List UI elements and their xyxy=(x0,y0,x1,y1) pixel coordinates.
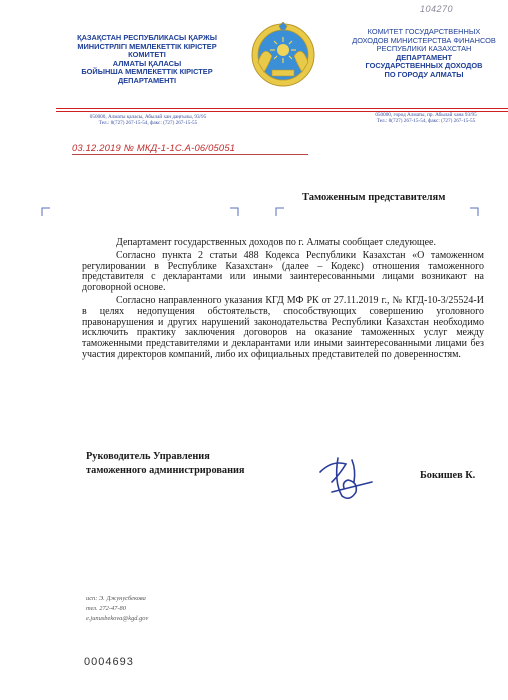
header-russian-line: ПО ГОРОДУ АЛМАТЫ xyxy=(384,69,464,79)
address-line: Тел.: 8(727) 267-15-54, факс: (727) 267-15-55 xyxy=(98,120,198,127)
address-line: 050000, Алматы қаласы, Абылай хан даңғылы, 93/95 xyxy=(89,114,207,120)
executor-email: e.junusbekova@kgd.gov xyxy=(86,615,149,622)
body-paragraph: Департамент государственных доходов по г. Алматы сообщает следующее. xyxy=(116,237,436,248)
executor-info xyxy=(86,594,148,624)
header-russian-line: ДОХОДОВ МИНИСТЕРСТВА ФИНАНСОВ xyxy=(352,35,496,45)
address-kazakh xyxy=(58,114,238,127)
header-kazakh-line: КОМИТЕТІ xyxy=(128,50,166,60)
addressee: Таможенным представителям xyxy=(302,192,446,203)
state-emblem-icon xyxy=(250,22,316,88)
executor-phone: тел. 272-47-80 xyxy=(86,605,126,612)
header-kazakh-line: ДЕПАРТАМЕНТІ xyxy=(117,75,177,85)
header-russian-line: КОМИТЕТ ГОСУДАРСТВЕННЫХ xyxy=(367,27,481,36)
archive-stamp: 104270 xyxy=(420,4,454,14)
registration-underline xyxy=(72,154,308,155)
header-russian-line: РЕСПУБЛИКИ КАЗАХСТАН xyxy=(376,44,472,54)
executor-name: исп: Э. Джунусбекова xyxy=(86,595,146,602)
letter-body xyxy=(82,238,484,363)
address-russian xyxy=(342,112,508,125)
signatory-title-line: Руководитель Управления xyxy=(86,451,210,462)
header-kazakh-line: ҚАЗАҚСТАН РЕСПУБЛИКАСЫ ҚАРЖЫ xyxy=(77,33,217,42)
field-corner-marks xyxy=(40,206,480,218)
body-paragraph: Согласно направленного указания КГД МФ РК от 27.11.2019 г., № КГД-10-3/25524-И в целях недопущения обстоятельств, способствующих совершению уголовного правонарушения и других нарушений законодательства Республики Казахстан необходимо исключить практику заключения договоров на оказание таможенных услуг между таможенными представителями и декларантами или иными заинтересованными лицами без участия директоров компаний, либо их официальных представителей по доверенностям. xyxy=(82,294,484,360)
header-russian xyxy=(336,28,508,80)
address-line: 050000, город Алматы, пр. Абылай хана 93/95 xyxy=(375,112,477,118)
document-serial-number: 0004693 xyxy=(84,656,134,668)
signatory-title xyxy=(86,450,245,478)
header-russian-line: ГОСУДАРСТВЕННЫХ ДОХОДОВ xyxy=(365,61,483,71)
header-kazakh xyxy=(52,34,242,86)
signatory-title-line: таможенного администрирования xyxy=(86,465,245,476)
header-kazakh-line: БОЙЫНША МЕМЛЕКЕТТІК КІРІСТЕР xyxy=(81,67,213,77)
body-paragraph: Согласно пункта 2 статьи 488 Кодекса Республики Казахстан «О таможенном регулировании в Республике Казахстан» (далее – Кодекс) отношения таможенного представителя с декларантами или иными заинтересованными лицами возникают на договорной основе. xyxy=(82,249,484,294)
signatory-name: Бокишев К. xyxy=(420,470,476,481)
header-kazakh-line: АЛМАТЫ ҚАЛАСЫ xyxy=(112,58,182,68)
header-kazakh-line: МИНИСТРЛІГІ МЕМЛЕКЕТТІК КІРІСТЕР xyxy=(77,41,217,51)
registration-number: 03.12.2019 № МКД-1-1С.А-06/05051 xyxy=(72,142,236,153)
address-line: Тел.: 8(727) 267-15-54, факс: (727) 267-15-55 xyxy=(376,118,476,125)
header-divider xyxy=(56,108,508,109)
header-russian-line: ДЕПАРТАМЕНТ xyxy=(396,52,452,62)
handwritten-signature-icon xyxy=(312,452,382,504)
